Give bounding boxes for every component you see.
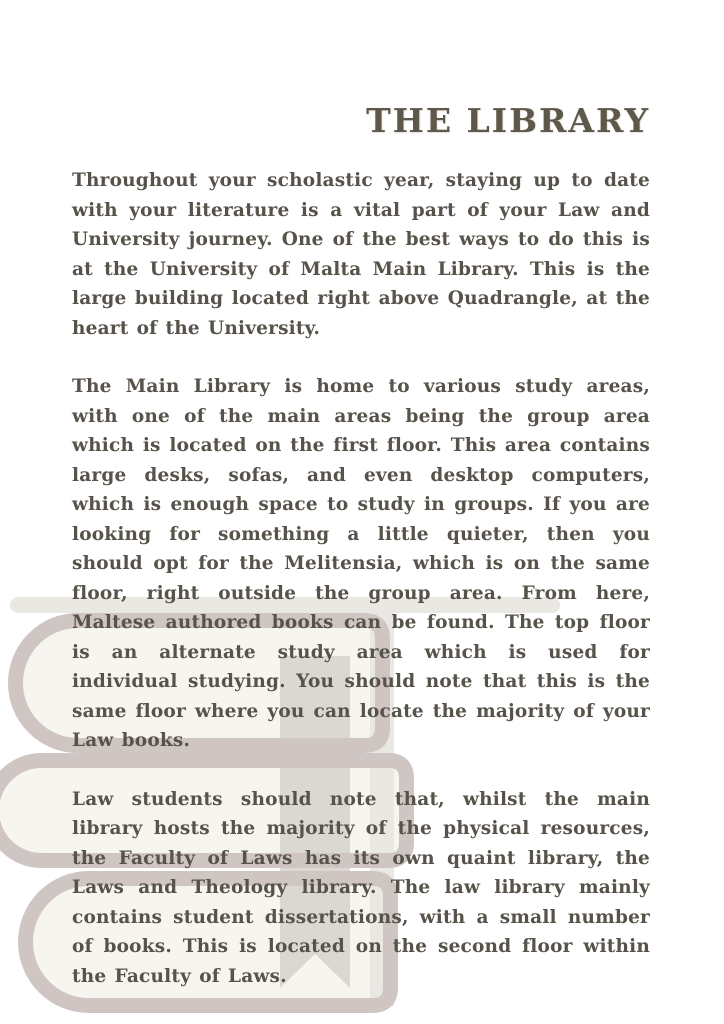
paragraph-intro: Throughout your scholastic year, staying up to date with your literature is a vital part of your Law and University journey. One of the best ways to do this is at the University of Malta Main Library. This is the large building located right above Quadrangle, at the heart of the University. xyxy=(72,170,650,339)
paragraph-main-library: The Main Library is home to various study areas, with one of the main areas being the group area which is located on the first floor. This area contains large desks, sofas, and even desktop computers, which is enough space to study in groups. If you are looking for something a little quieter, then you should opt for the Melitensia, which is on the same floor, right outside the group area. From here, Maltese authored books can be found. The top floor is an alternate study area which is used for individual studying. You should note that this is the same floor where you can locate the majority of your Law books. xyxy=(72,376,650,751)
paragraph-law-library: Law students should note that, whilst the main library hosts the majority of the physical resources, the Faculty of Laws has its own quaint library, the Laws and Theology library. The law library mainly contains student dissertations, with a small number of books. This is located on the second floor within the Faculty of Laws. xyxy=(72,788,650,987)
page-title: THE LIBRARY xyxy=(366,101,650,140)
page-content xyxy=(72,101,650,991)
